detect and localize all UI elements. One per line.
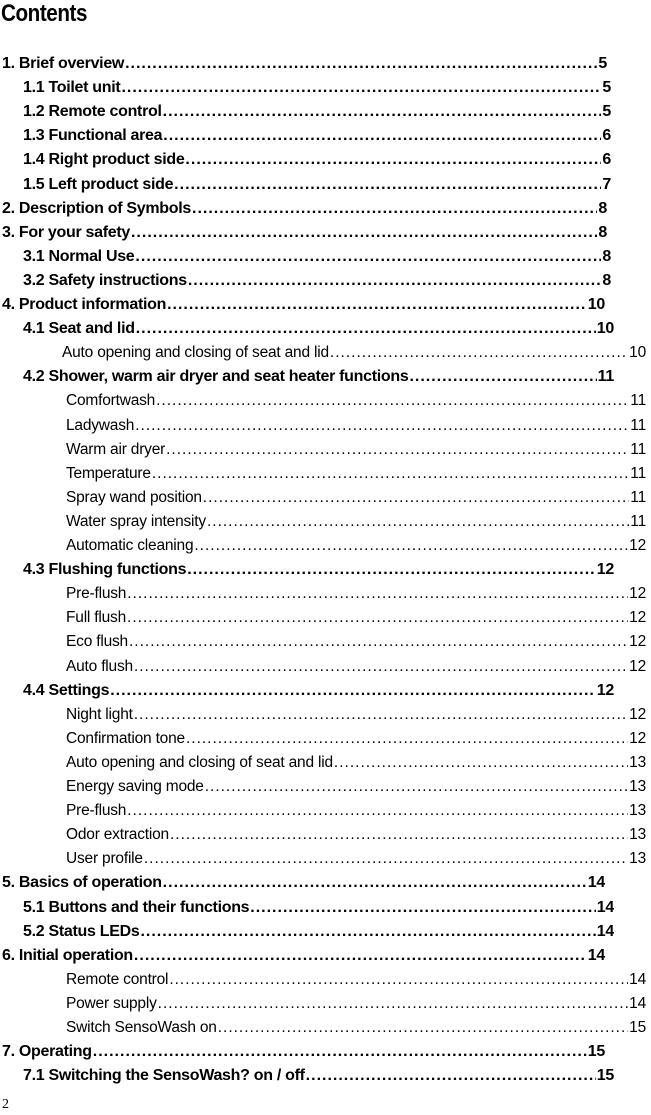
toc-entry[interactable]	[23, 148, 611, 172]
toc-leader-dots	[93, 1040, 587, 1064]
toc-entry-label: Confirmation tone	[66, 730, 185, 747]
toc-entry[interactable]	[66, 510, 646, 534]
toc-entry-label: Comfortwash	[66, 392, 156, 409]
toc-entry-page: 11	[630, 392, 646, 409]
toc-entry-label: Water spray intensity	[66, 513, 206, 530]
toc-entry-label: 4.4 Settings	[23, 682, 110, 699]
toc-leader-dots	[188, 269, 602, 293]
toc-entry[interactable]	[66, 534, 646, 558]
toc-entry-page: 15	[629, 1019, 646, 1036]
toc-leader-dots	[110, 679, 596, 703]
toc-entry-page: 10	[629, 344, 646, 361]
toc-entry[interactable]	[66, 655, 646, 679]
toc-leader-dots	[134, 703, 628, 727]
toc-entry-page: 6	[602, 151, 611, 168]
toc-entry-label: Night light	[66, 706, 133, 723]
toc-leader-dots	[134, 655, 628, 679]
toc-leader-dots	[185, 148, 601, 172]
toc-entry-page: 8	[598, 200, 607, 217]
toc-entry-label: Remote control	[66, 971, 169, 988]
toc-entry-label: 1.4 Right product side	[23, 151, 185, 168]
toc-leader-dots	[156, 389, 629, 413]
toc-leader-dots	[135, 245, 601, 269]
toc-entry[interactable]	[23, 245, 611, 269]
toc-entry-label: 5. Basics of operation	[2, 874, 162, 891]
toc-entry-page: 11	[597, 368, 614, 385]
toc-leader-dots	[409, 365, 596, 389]
toc-entry[interactable]	[23, 558, 614, 582]
toc-entry[interactable]	[23, 173, 611, 197]
toc-entry-label: Energy saving mode	[66, 778, 204, 795]
toc-entry[interactable]	[66, 438, 646, 462]
toc-entry-page: 12	[629, 730, 646, 747]
toc-leader-dots	[187, 558, 596, 582]
toc-entry[interactable]	[2, 52, 607, 76]
toc-leader-dots	[330, 341, 628, 365]
toc-entry-page: 13	[629, 802, 646, 819]
toc-entry-page: 7	[602, 176, 611, 193]
toc-leader-dots	[186, 727, 628, 751]
toc-entry-label: User profile	[66, 850, 143, 867]
toc-entry-label: Pre-flush	[66, 802, 127, 819]
toc-entry-label: Warm air dryer	[66, 441, 166, 458]
toc-entry-page: 11	[630, 441, 646, 458]
toc-entry[interactable]	[66, 751, 646, 775]
toc-entry-page: 14	[587, 874, 605, 891]
toc-entry-page: 12	[629, 537, 646, 554]
toc-entry-page: 5	[598, 55, 607, 72]
toc-leader-dots	[334, 751, 628, 775]
toc-entry-page: 12	[629, 609, 646, 626]
toc-entry-page: 14	[596, 899, 614, 916]
toc-entry[interactable]	[66, 727, 646, 751]
toc-entry-label: 4.3 Flushing functions	[23, 561, 187, 578]
page-title: Contents	[1, 0, 87, 27]
toc-entry[interactable]	[66, 1016, 646, 1040]
toc-entry-label: Eco flush	[66, 633, 128, 650]
toc-entry[interactable]	[66, 847, 646, 871]
toc-entry[interactable]	[2, 944, 605, 968]
toc-entry-label: 2. Description of Symbols	[2, 200, 191, 217]
toc-entry-label: Switch SensoWash on	[66, 1019, 217, 1036]
toc-leader-dots	[166, 438, 629, 462]
toc-entry[interactable]	[66, 992, 646, 1016]
toc-entry-label: 6. Initial operation	[2, 947, 133, 964]
toc-entry-page: 14	[629, 971, 646, 988]
toc-entry[interactable]	[66, 414, 646, 438]
toc-entry-label: 1.3 Functional area	[23, 127, 163, 144]
toc-entry-page: 6	[602, 127, 611, 144]
toc-entry-page: 13	[629, 778, 646, 795]
toc-leader-dots	[135, 414, 629, 438]
toc-entry[interactable]	[2, 197, 607, 221]
toc-leader-dots	[163, 100, 602, 124]
toc-entry[interactable]	[23, 679, 614, 703]
toc-entry-page: 15	[587, 1043, 605, 1060]
toc-entry-label: Ladywash	[66, 417, 135, 434]
toc-entry-page: 15	[596, 1067, 614, 1084]
toc-leader-dots	[125, 52, 597, 76]
toc-entry-label: 5.1 Buttons and their functions	[23, 899, 250, 916]
toc-entry-label: 4.1 Seat and lid	[23, 320, 135, 337]
toc-leader-dots	[163, 871, 587, 895]
toc-leader-dots	[169, 968, 628, 992]
toc-entry-page: 12	[629, 633, 646, 650]
toc-entry-page: 12	[629, 706, 646, 723]
toc-entry[interactable]	[23, 76, 611, 100]
toc-entry[interactable]	[23, 896, 614, 920]
toc-leader-dots	[250, 896, 596, 920]
toc-entry[interactable]	[66, 606, 646, 630]
toc-entry-page: 8	[602, 248, 611, 265]
toc-leader-dots	[192, 197, 597, 221]
toc-leader-dots	[194, 534, 628, 558]
toc-entry-label: Auto opening and closing of seat and lid	[66, 754, 333, 771]
toc-entry[interactable]	[23, 124, 611, 148]
toc-entry-label: Power supply	[66, 995, 157, 1012]
toc-entry-page: 5	[602, 103, 611, 120]
toc-leader-dots	[158, 992, 629, 1016]
toc-entry-page: 12	[596, 682, 614, 699]
toc-entry[interactable]	[23, 365, 614, 389]
toc-entry-label: Full flush	[66, 609, 127, 626]
toc-entry-label: 7.1 Switching the SensoWash? on / off	[23, 1067, 305, 1084]
toc-entry[interactable]	[66, 582, 646, 606]
toc-entry[interactable]	[62, 341, 646, 365]
toc-entry-label: 1.1 Toilet unit	[23, 79, 121, 96]
toc-entry-label: 3.2 Safety instructions	[23, 272, 187, 289]
toc-entry-label: 4.2 Shower, warm air dryer and seat heater functions	[23, 368, 409, 385]
toc-entry-page: 5	[602, 79, 611, 96]
toc-entry[interactable]	[66, 823, 646, 847]
toc-entry-page: 8	[602, 272, 611, 289]
toc-entry-page: 11	[630, 417, 646, 434]
toc-entry-page: 13	[629, 754, 646, 771]
toc-entry-page: 14	[596, 923, 614, 940]
toc-entry-label: 1.5 Left product side	[23, 176, 174, 193]
toc-entry-label: Pre-flush	[66, 585, 127, 602]
toc-entry-page: 8	[598, 224, 607, 241]
toc-entry-label: Auto flush	[66, 658, 133, 675]
toc-leader-dots	[140, 920, 595, 944]
toc-entry[interactable]	[23, 100, 611, 124]
toc-leader-dots	[127, 582, 628, 606]
toc-entry[interactable]	[23, 269, 611, 293]
toc-leader-dots	[121, 76, 601, 100]
toc-leader-dots	[306, 1064, 596, 1088]
toc-entry[interactable]	[66, 799, 646, 823]
toc-entry[interactable]	[66, 486, 646, 510]
page-number: 2	[2, 1097, 9, 1112]
toc-entry-page: 12	[629, 585, 646, 602]
toc-entry[interactable]	[66, 389, 646, 413]
toc-entry-page: 11	[630, 513, 646, 530]
toc-leader-dots	[167, 293, 587, 317]
toc-entry-label: Spray wand position	[66, 489, 202, 506]
toc-leader-dots	[207, 510, 629, 534]
toc-entry[interactable]	[2, 871, 605, 895]
toc-entry-label: Automatic cleaning	[66, 537, 194, 554]
toc-entry[interactable]	[66, 703, 646, 727]
toc-entry-page: 12	[596, 561, 614, 578]
toc-leader-dots	[131, 221, 597, 245]
toc-entry-label: 1.2 Remote control	[23, 103, 162, 120]
toc-entry-page: 11	[630, 465, 646, 482]
toc-entry[interactable]	[66, 968, 646, 992]
toc-entry[interactable]	[2, 293, 605, 317]
toc-entry-label: Odor extraction	[66, 826, 169, 843]
toc-entry-page: 13	[629, 850, 646, 867]
toc-entry-label: 5.2 Status LEDs	[23, 923, 140, 940]
toc-leader-dots	[127, 606, 628, 630]
toc-leader-dots	[203, 486, 630, 510]
toc-entry[interactable]	[23, 920, 614, 944]
toc-entry[interactable]	[2, 221, 607, 245]
toc-entry-label: 7. Operating	[2, 1043, 92, 1060]
toc-entry[interactable]	[66, 775, 646, 799]
toc-entry[interactable]	[2, 1040, 605, 1064]
toc-entry-page: 10	[587, 296, 605, 313]
toc-entry[interactable]	[66, 630, 646, 654]
toc-leader-dots	[174, 173, 601, 197]
toc-entry-label: 3. For your safety	[2, 224, 130, 241]
toc-entry-page: 10	[596, 320, 614, 337]
toc-entry-label: Auto opening and closing of seat and lid	[62, 344, 329, 361]
toc-leader-dots	[136, 317, 596, 341]
toc-leader-dots	[163, 124, 601, 148]
toc-entry-page: 14	[629, 995, 646, 1012]
toc-leader-dots	[170, 823, 628, 847]
toc-entry-page: 12	[629, 658, 646, 675]
toc-leader-dots	[205, 775, 628, 799]
toc-leader-dots	[127, 799, 628, 823]
toc-entry[interactable]	[66, 462, 646, 486]
toc-entry-label: 1. Brief overview	[2, 55, 125, 72]
toc-entry-page: 14	[587, 947, 605, 964]
toc-leader-dots	[152, 462, 629, 486]
toc-entry-page: 11	[630, 489, 646, 506]
toc-leader-dots	[129, 630, 628, 654]
toc-entry[interactable]	[23, 317, 614, 341]
toc-entry[interactable]	[23, 1064, 614, 1088]
toc-entry-label: 4. Product information	[2, 296, 167, 313]
toc-leader-dots	[218, 1016, 628, 1040]
toc-entry-label: 3.1 Normal Use	[23, 248, 135, 265]
toc-leader-dots	[144, 847, 628, 871]
toc-leader-dots	[134, 944, 587, 968]
toc-entry-page: 13	[629, 826, 646, 843]
toc-entry-label: Temperature	[66, 465, 151, 482]
